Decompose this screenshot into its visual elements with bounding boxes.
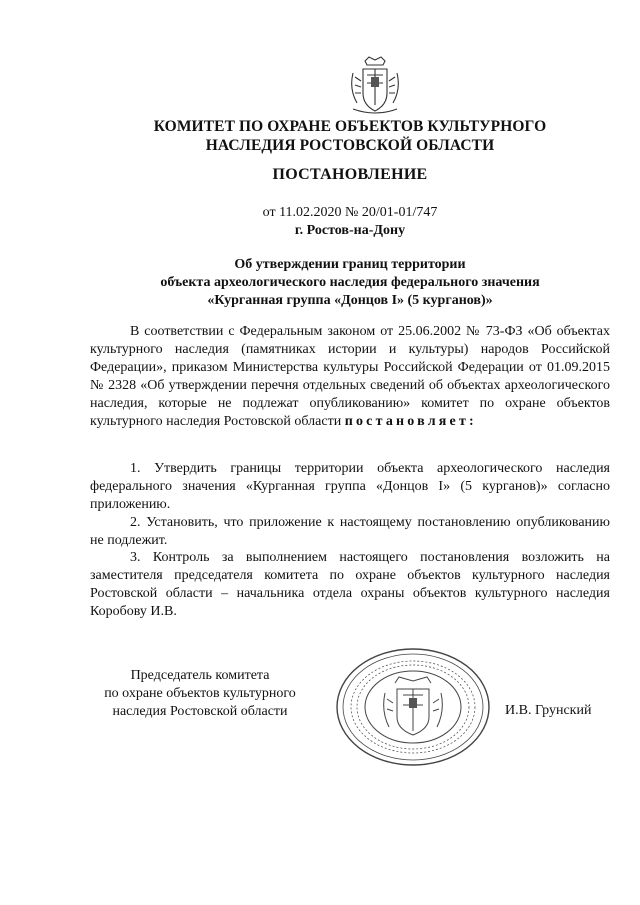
signatory-title-line-2: по охране объектов культурного bbox=[104, 686, 296, 701]
decree-item-2 bbox=[90, 514, 610, 550]
decree-item-3 bbox=[90, 549, 610, 621]
committee-line-2: НАСЛЕДИЯ РОСТОВСКОЙ ОБЛАСТИ bbox=[205, 137, 495, 154]
date-number: от 11.02.2020 № 20/01-01/747 bbox=[262, 205, 438, 220]
signatory-title bbox=[70, 667, 330, 721]
signatory-title-line-3: наследия Ростовской области bbox=[112, 704, 288, 719]
document-type: ПОСТАНОВЛЕНИЕ bbox=[272, 166, 428, 183]
subject-line-1: Об утверждении границ территории bbox=[234, 257, 466, 272]
city: г. Ростов-на-Дону bbox=[294, 223, 406, 238]
item-3-text: 3. Контроль за выполнением настоящего постановления возложить на заместителя председателя комитета по охране объектов культурного наследия Ростовской области – начальника отдела охраны объектов культурного наследия Коробову И.В. bbox=[90, 550, 610, 619]
subject-line-3: «Курганная группа «Донцов I» (5 курганов)» bbox=[207, 293, 493, 308]
preamble-text: В соответствии с Федеральным законом от 25.06.2002 № 73-ФЗ «Об объектах культурного наследия (памятниках истории и культуры) народов Российской Федерации», приказом Министерства культуры Российской Федерации от 01.09.2015 № 2328 «Об утверждении перечня отдельных сведений об объектах археологического наследия, которые не подлежат опубликованию» комитет по охране объектов культурного наследия Ростовской области bbox=[90, 324, 610, 429]
official-seal-icon bbox=[333, 645, 493, 769]
document-subject bbox=[60, 256, 640, 310]
item-2-text: 2. Установить, что приложение к настоящему постановлению опубликованию не подлежит. bbox=[90, 515, 610, 548]
subject-line-2: объекта археологического наследия федерального значения bbox=[160, 275, 540, 290]
decree-word: постановляет: bbox=[344, 414, 477, 429]
item-1-text: 1. Утвердить границы территории объекта археологического наследия федерального значения «Курганная группа «Донцов I» (5 курганов)» согласно приложению. bbox=[90, 461, 610, 512]
decree-item-1 bbox=[90, 460, 610, 514]
signatory-title-line-1: Председатель комитета bbox=[130, 668, 270, 683]
coat-of-arms-icon bbox=[347, 55, 403, 115]
signatory-name: И.В. Грунский bbox=[505, 703, 592, 718]
preamble-paragraph bbox=[90, 323, 610, 431]
committee-line-1: КОМИТЕТ ПО ОХРАНЕ ОБЪЕКТОВ КУЛЬТУРНОГО bbox=[153, 118, 547, 135]
committee-name bbox=[60, 117, 640, 155]
